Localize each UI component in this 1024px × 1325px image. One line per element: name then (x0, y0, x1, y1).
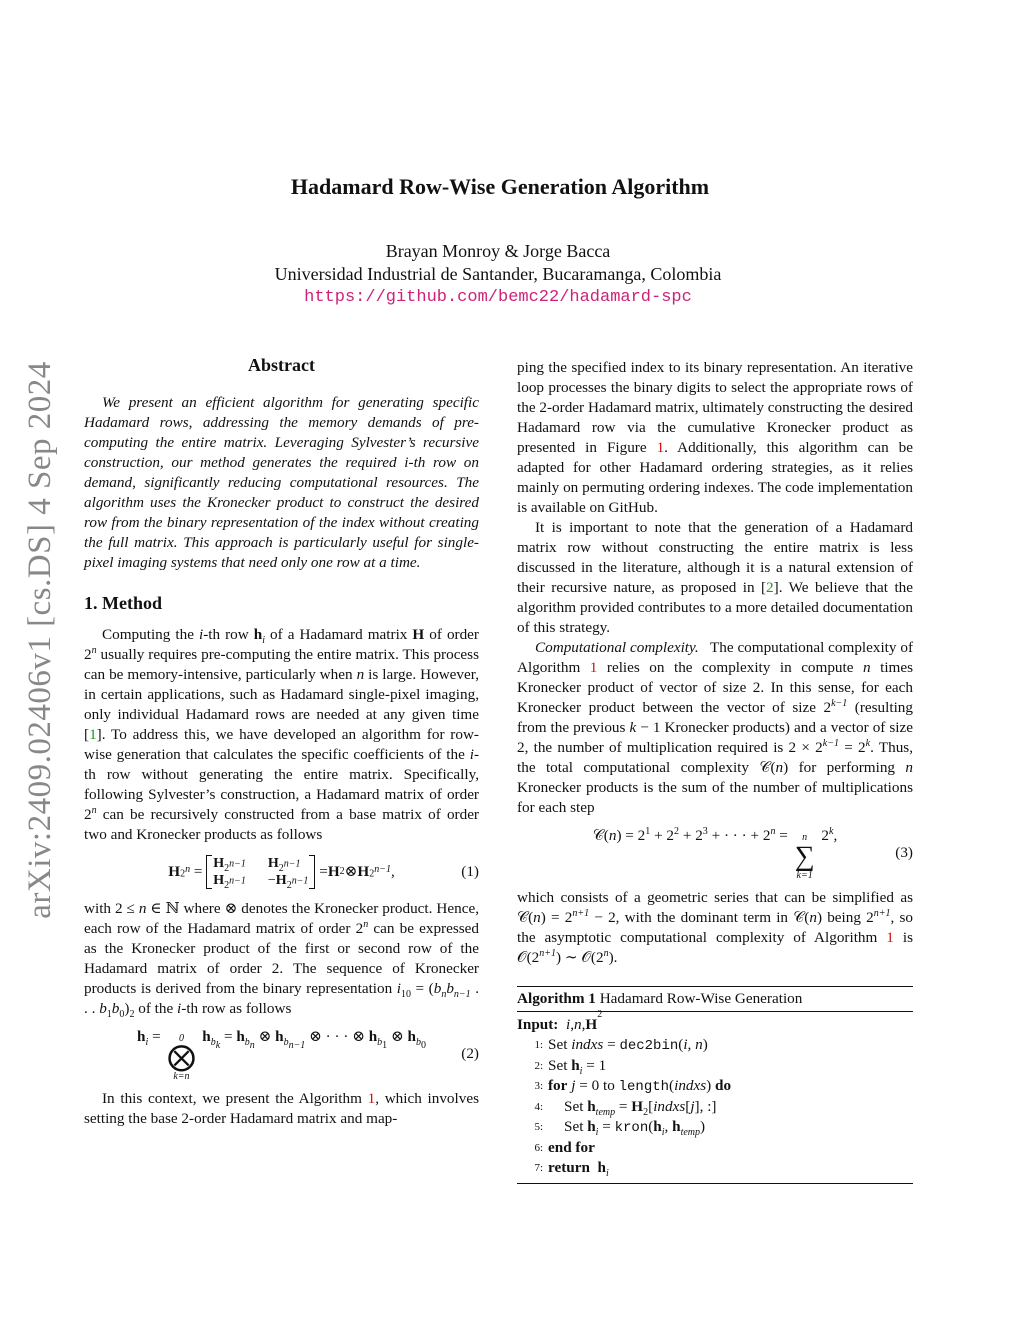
algorithm-input-line: Input: i , n , H 2 (517, 1009, 603, 1033)
method-paragraph-3-continued: ping the specified index to its binary representation. An iterative loop processes the binary digits to select the appropriate rows of the 2-order Hadamard matrix, ultimately constructing the desired Hadamard row via the cumulative Kronecker product as presented in Figure 1. Additionally, this algorithm can be adapted for other Hadamard ordering strategies, as it relies mainly on permuting ordering indexes. The code implementation is available on GitHub. (517, 359, 913, 516)
author-names: Brayan Monroy & Jorge Bacca (385, 241, 611, 261)
equation-3: 𝒞(n) = $2^1 + 2^2 + 2^3$ + · · · + $2^n$ = n ∑ k=1 2$^k$, (3) (592, 825, 913, 881)
right-column (517, 358, 913, 1184)
method-paragraph-1: Computing the i-th row $h_i$ of a Hadamard matrix H of order 2$^n$ usually requires pre-computing the entire matrix. This process can be memory-intensive, particularly when n is large. However, in certain applications, such as Hadamard single-pixel imaging, only individual Hadamard rows are needed at any given time [1]. To address this, we have developed an algorithm for row-wise generation that calculates the specific coefficients of the i-th row without generating the entire matrix. Specifically, following Sylvester’s construction, a Hadamard matrix of order 2$^n$ can be recursively constructed from a base matrix of order two and Kronecker products as follows (84, 626, 480, 843)
method-paragraph-4: It is important to note that the generation of a Hadamard matrix row without constructing the entire matrix is less discussed in the literature, although it is a natural extension of their recursive nature, as proposed in [2]. We believe that the algorithm provided contributes to a more detailed documentation of this strategy. (517, 519, 913, 636)
equation-number: (3) (895, 844, 913, 861)
abstract-heading: Abstract (248, 355, 315, 375)
section-heading-method: 1. Method (84, 593, 162, 613)
equation-1: H 2$^n$ = $H_{2^{n-1}}$ $H_{2^{n-1}}$ $H_{2^{n-1}}$ $-H_{2^{n-1}}$ = H 2 ⊗ H $2^{n-1}$ , (1) (168, 856, 479, 891)
author-affiliation: Universidad Industrial de Santander, Bucaramanga, Colombia (274, 264, 722, 284)
equation-number: (1) (461, 863, 479, 880)
author-block (0, 240, 996, 309)
paper-title: Hadamard Row-Wise Generation Algorithm (290, 174, 710, 199)
matrix-bracket: $H_{2^{n-1}}$ $H_{2^{n-1}}$ $H_{2^{n-1}}$ $-H_{2^{n-1}}$ (206, 855, 315, 889)
equation-number: (2) (461, 1045, 479, 1062)
algorithm-line: 7: return $h_i$ (534, 1159, 609, 1180)
method-paragraph-2: with 2 ≤ n ∈ ℕ where ⊗ denotes the Kronecker product. Hence, each row of the Hadamard matrix of order 2$^n$ can be expressed as the Kronecker product of the first or second row of the Hadamard matrix of order 2. The sequence of Kronecker products is derived from the binary representation $i_{10} = (b_nb_{n-1}$ . . . $b_1b_0)_2$ of the i-th row as follows (84, 900, 480, 1021)
algorithm-line: 4: Set $h_{temp}$ = $H_2[indxs[j]$, :] (534, 1098, 717, 1119)
algorithm-box (517, 986, 913, 1184)
repository-link[interactable]: https://github.com/bemc22/hadamard-spc (304, 288, 692, 307)
algorithm-label: Algorithm 1 (517, 990, 596, 1007)
algorithm-body (517, 1009, 913, 1183)
algorithm-line: 2: Set $h_i = 1$ (534, 1057, 607, 1078)
abstract-text: We present an efficient algorithm for generating specific Hadamard rows, addressing the memory demands of pre-computing the entire matrix. Leveraging Sylvester’s recursive construction, our method generates the required i-th row on demand, significantly reducing computational resources. The algorithm uses the Kronecker product to construct the desired row from the binary representation of the index without creating the full matrix. This approach is particularly useful for single-pixel imaging systems that need only one row at a time. (84, 394, 479, 571)
complexity-conclusion: which consists of a geometric series that can be simplified as 𝒞(n) = $2^{n+1} - 2$, with the dominant term in 𝒞(n) being $2^{n+1}$, so the asymptotic computational complexity of Algorithm 1 is $𝒪(2^{n+1})$ ∼ 𝒪(2$^n$). (517, 889, 913, 966)
algorithm-caption (517, 987, 913, 1012)
left-column (84, 355, 479, 1129)
algorithm-line: 5: Set $h_i$ = $kron(h_i$, $h_{temp}$) (534, 1118, 706, 1139)
algorithm-line: 6: end for (534, 1139, 595, 1156)
method-paragraph-3: In this context, we present the Algorithm 1, which involves setting the base 2-order Hadamard matrix and map- (84, 1090, 479, 1127)
algorithm-line: 3: for j = 0 to length(indxs) do (534, 1077, 732, 1095)
complexity-paragraph: Computational complexity. The computational complexity of Algorithm 1 relies on the complexity in compute n times Kronecker product of vector of size 2. In this sense, for each Kronecker product between the vector of size $2^{k-1}$ (resulting from the previous k − 1 Kronecker products) and a vector of size 2, the number of multiplication required is $2 \times 2^{k-1} = 2^k$. Thus, the total computational complexity 𝒞(n) for performing n Kronecker products is the sum of the number of multiplications for each step (517, 639, 914, 816)
algorithm-title: Hadamard Row-Wise Generation (599, 990, 803, 1007)
arxiv-identifier: arXiv:2409.02406v1 [cs.DS] 4 Sep 2024 (22, 361, 58, 919)
equation-2: $h_i$ = 0 ⨂ k=n $h_{b_k} = h_{b_n}$ ⊗ $h_{b_{n-1}}$ ⊗ · · · ⊗ $h_{b_1}$ ⊗ $h_{b_0}$ (2) (137, 1027, 479, 1082)
algorithm-line: 1: Set indxs = dec2bin(i, n) (534, 1036, 708, 1054)
